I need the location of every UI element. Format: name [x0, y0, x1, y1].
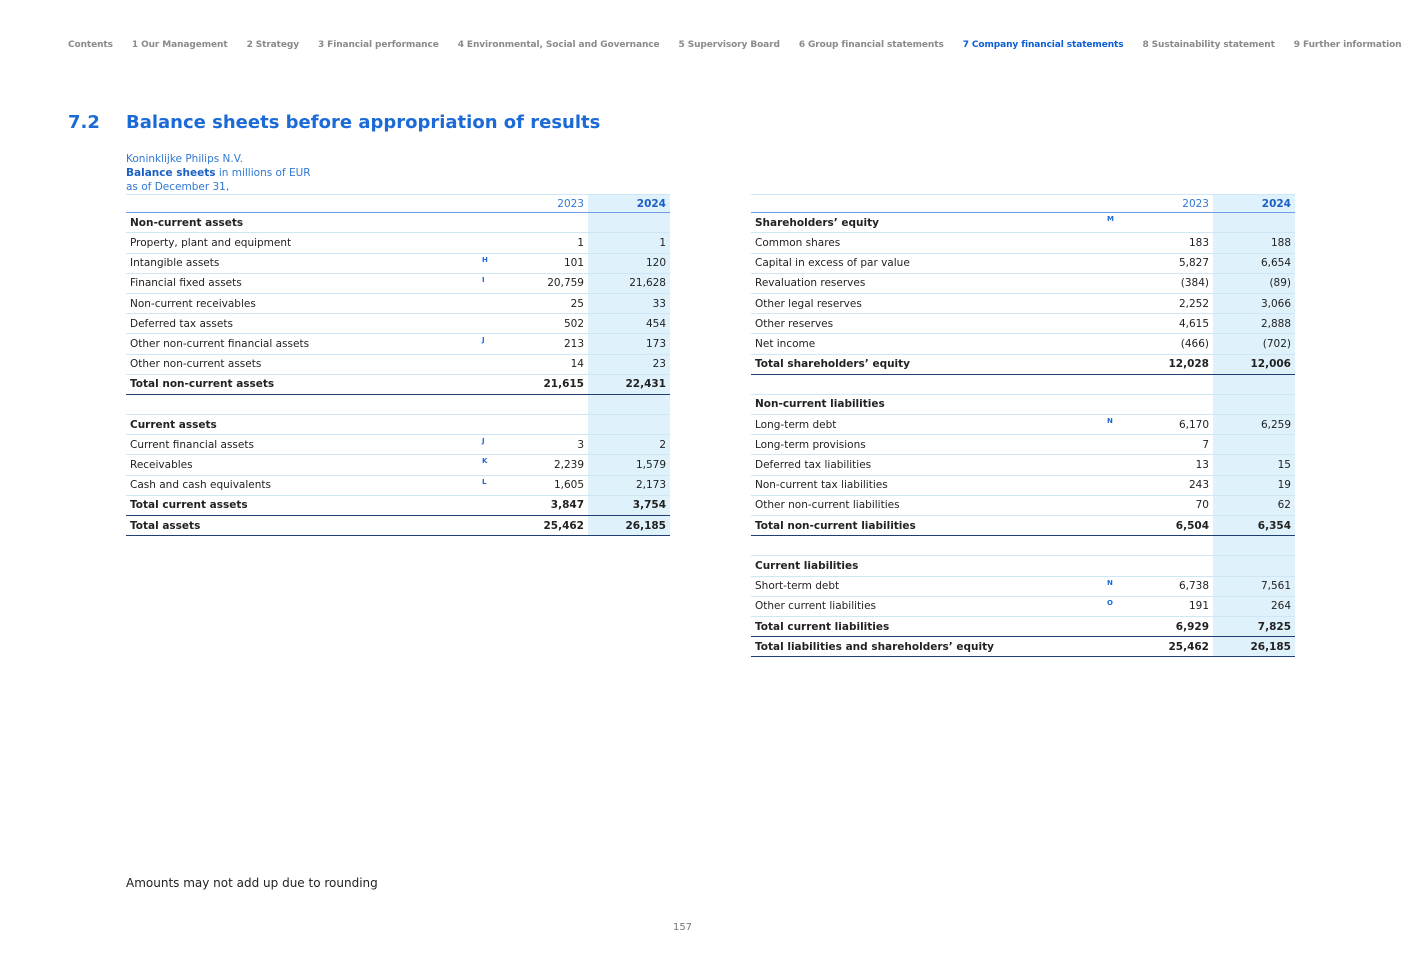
note-reference — [1103, 334, 1133, 354]
value-2024 — [1213, 435, 1295, 455]
note-reference — [478, 374, 508, 394]
table-row — [126, 273, 670, 293]
value-2023 — [508, 213, 588, 233]
value-2023: 183 — [1133, 233, 1213, 253]
liabilities-equity-table — [751, 194, 1295, 657]
value-2024 — [1213, 213, 1295, 233]
note-reference — [478, 213, 508, 233]
value-2024: (89) — [1213, 273, 1295, 293]
total-row — [751, 616, 1295, 636]
note-reference — [1103, 273, 1133, 293]
row-label: Net income — [751, 334, 1103, 354]
year-header-2023: 2023 — [508, 195, 588, 213]
note-reference — [478, 314, 508, 334]
row-label: Other non-current assets — [126, 354, 478, 374]
value-2023: (466) — [1133, 334, 1213, 354]
table-row — [751, 233, 1295, 253]
note-reference — [478, 516, 508, 536]
note-reference — [1103, 293, 1133, 313]
value-2024: 15 — [1213, 455, 1295, 475]
value-2024 — [1213, 536, 1295, 556]
total-row — [126, 374, 670, 394]
value-2023: 243 — [1133, 475, 1213, 495]
spacer-row — [751, 374, 1295, 394]
value-2023: 2,239 — [508, 455, 588, 475]
value-2023: 502 — [508, 314, 588, 334]
value-2024: 23 — [588, 354, 670, 374]
total-row — [751, 516, 1295, 536]
note-reference: J — [478, 334, 508, 354]
row-label: Total liabilities and shareholders’ equity — [751, 637, 1103, 657]
row-label: Financial fixed assets — [126, 273, 478, 293]
note-reference — [478, 354, 508, 374]
note-reference — [1103, 516, 1133, 536]
row-label: Revaluation reserves — [751, 273, 1103, 293]
note-reference — [1103, 455, 1133, 475]
value-2023: 6,738 — [1133, 576, 1213, 596]
note-reference — [1103, 233, 1133, 253]
row-label: Other non-current liabilities — [751, 495, 1103, 515]
row-label: Current assets — [126, 415, 478, 435]
value-2023 — [1133, 556, 1213, 576]
note-reference — [478, 293, 508, 313]
value-2024: 2,173 — [588, 475, 670, 495]
value-2024: 26,185 — [588, 516, 670, 536]
table-row — [126, 354, 670, 374]
note-reference — [1103, 536, 1133, 556]
row-label — [751, 536, 1103, 556]
value-2024 — [588, 415, 670, 435]
value-2023: 21,615 — [508, 374, 588, 394]
value-2024 — [1213, 556, 1295, 576]
table-row — [751, 415, 1295, 435]
value-2023 — [1133, 394, 1213, 414]
value-2023: 1 — [508, 233, 588, 253]
table-row — [126, 455, 670, 475]
value-2024: 3,066 — [1213, 293, 1295, 313]
section-title: Balance sheets before appropriation of results — [126, 112, 601, 133]
value-2023: (384) — [1133, 273, 1213, 293]
year-header-2023: 2023 — [1133, 195, 1213, 213]
table-row — [751, 253, 1295, 273]
total-row — [126, 495, 670, 515]
note-reference — [1103, 616, 1133, 636]
value-2024: 6,259 — [1213, 415, 1295, 435]
row-label: Non-current assets — [126, 213, 478, 233]
value-2024 — [588, 213, 670, 233]
note-reference: N — [1103, 415, 1133, 435]
note-reference — [1103, 374, 1133, 394]
year-header-2024: 2024 — [1213, 195, 1295, 213]
header-note-cell — [478, 195, 508, 213]
table-row — [751, 314, 1295, 334]
header-label-cell — [126, 195, 478, 213]
year-header-2024: 2024 — [588, 195, 670, 213]
assets-table — [126, 194, 670, 536]
value-2024: 120 — [588, 253, 670, 273]
row-label: Long-term debt — [751, 415, 1103, 435]
note-reference: H — [478, 253, 508, 273]
value-2024 — [588, 394, 670, 414]
value-2024: 173 — [588, 334, 670, 354]
header-note-cell — [1103, 195, 1133, 213]
nav-item[interactable]: 3 Financial performance — [317, 40, 439, 50]
value-2023: 25,462 — [1133, 637, 1213, 657]
row-label: Property, plant and equipment — [126, 233, 478, 253]
value-2023: 20,759 — [508, 273, 588, 293]
section-heading-row — [126, 213, 670, 233]
row-label: Other reserves — [751, 314, 1103, 334]
table-row — [751, 576, 1295, 596]
note-reference — [1103, 637, 1133, 657]
nav-item[interactable]: 5 Supervisory Board — [678, 40, 780, 50]
note-reference — [478, 394, 508, 414]
table-row — [751, 334, 1295, 354]
nav-item[interactable]: 6 Group financial statements — [798, 40, 944, 50]
value-2024 — [1213, 394, 1295, 414]
nav-item[interactable]: 9 Further information — [1293, 40, 1402, 50]
row-label: Total current liabilities — [751, 616, 1103, 636]
value-2023: 6,170 — [1133, 415, 1213, 435]
row-label: Current financial assets — [126, 435, 478, 455]
note-reference: N — [1103, 576, 1133, 596]
note-reference — [1103, 495, 1133, 515]
value-2024: 7,561 — [1213, 576, 1295, 596]
caption-date: as of December 31, — [126, 181, 230, 193]
section-heading-row — [751, 394, 1295, 414]
value-2023 — [1133, 213, 1213, 233]
value-2024: 6,654 — [1213, 253, 1295, 273]
row-label — [751, 374, 1103, 394]
nav-item[interactable]: 4 Environmental, Social and Governance — [457, 40, 660, 50]
note-reference — [1103, 435, 1133, 455]
table-row — [751, 273, 1295, 293]
row-label: Long-term provisions — [751, 435, 1103, 455]
value-2024: 62 — [1213, 495, 1295, 515]
value-2023: 6,504 — [1133, 516, 1213, 536]
note-reference — [478, 495, 508, 515]
value-2023: 213 — [508, 334, 588, 354]
table-row — [126, 293, 670, 313]
table-row — [126, 314, 670, 334]
value-2023: 70 — [1133, 495, 1213, 515]
note-reference: J — [478, 435, 508, 455]
value-2023: 1,605 — [508, 475, 588, 495]
value-2024: 21,628 — [588, 273, 670, 293]
nav-item[interactable]: 8 Sustainability statement — [1142, 40, 1275, 50]
value-2023: 101 — [508, 253, 588, 273]
table-header-row — [126, 195, 670, 213]
note-reference — [1103, 354, 1133, 374]
row-label: Current liabilities — [751, 556, 1103, 576]
note-reference — [1103, 314, 1133, 334]
row-label: Non-current tax liabilities — [751, 475, 1103, 495]
value-2024: 1 — [588, 233, 670, 253]
value-2023 — [1133, 536, 1213, 556]
spacer-row — [126, 394, 670, 414]
page-number: 157 — [672, 922, 693, 933]
value-2024: 12,006 — [1213, 354, 1295, 374]
table-header-row — [751, 195, 1295, 213]
row-label — [126, 394, 478, 414]
row-label: Deferred tax liabilities — [751, 455, 1103, 475]
value-2024: 6,354 — [1213, 516, 1295, 536]
table-row — [126, 334, 670, 354]
nav-item[interactable]: 1 Our Management — [131, 40, 228, 50]
row-label: Common shares — [751, 233, 1103, 253]
rounding-footnote: Amounts may not add up due to rounding — [126, 876, 378, 890]
table-row — [126, 435, 670, 455]
total-row — [751, 637, 1295, 657]
note-reference — [478, 415, 508, 435]
value-2024 — [1213, 374, 1295, 394]
section-heading-row — [126, 415, 670, 435]
company-name: Koninklijke Philips N.V. — [126, 153, 243, 165]
value-2023: 14 — [508, 354, 588, 374]
value-2023: 3 — [508, 435, 588, 455]
note-reference: K — [478, 455, 508, 475]
table-row — [751, 293, 1295, 313]
row-label: Non-current liabilities — [751, 394, 1103, 414]
value-2023: 191 — [1133, 596, 1213, 616]
value-2024: 33 — [588, 293, 670, 313]
spacer-row — [751, 536, 1295, 556]
total-row — [751, 354, 1295, 374]
value-2024: 2 — [588, 435, 670, 455]
nav-item[interactable]: Contents — [68, 40, 113, 50]
row-label: Total current assets — [126, 495, 478, 515]
value-2023: 25,462 — [508, 516, 588, 536]
caption-bold: Balance sheets — [126, 167, 216, 179]
value-2024: 264 — [1213, 596, 1295, 616]
value-2024: 22,431 — [588, 374, 670, 394]
table-row — [751, 455, 1295, 475]
value-2024: 2,888 — [1213, 314, 1295, 334]
table-row — [126, 233, 670, 253]
table-row — [126, 253, 670, 273]
value-2024: 454 — [588, 314, 670, 334]
value-2023: 3,847 — [508, 495, 588, 515]
note-reference — [478, 233, 508, 253]
row-label: Total assets — [126, 516, 478, 536]
top-navigation — [68, 40, 1420, 50]
section-heading-row — [751, 213, 1295, 233]
value-2024: 7,825 — [1213, 616, 1295, 636]
value-2023: 2,252 — [1133, 293, 1213, 313]
table-row — [751, 475, 1295, 495]
caption-units: in millions of EUR — [215, 167, 311, 179]
note-reference: O — [1103, 596, 1133, 616]
value-2024: 188 — [1213, 233, 1295, 253]
row-label: Short-term debt — [751, 576, 1103, 596]
row-label: Deferred tax assets — [126, 314, 478, 334]
note-reference: M — [1103, 213, 1133, 233]
note-reference — [1103, 556, 1133, 576]
note-reference — [1103, 253, 1133, 273]
value-2023: 5,827 — [1133, 253, 1213, 273]
note-reference: L — [478, 475, 508, 495]
value-2023 — [508, 394, 588, 414]
note-reference — [1103, 475, 1133, 495]
note-reference — [1103, 394, 1133, 414]
value-2024: 1,579 — [588, 455, 670, 475]
value-2024: 26,185 — [1213, 637, 1295, 657]
section-number: 7.2 — [68, 112, 100, 133]
row-label: Non-current receivables — [126, 293, 478, 313]
value-2023: 6,929 — [1133, 616, 1213, 636]
table-caption — [126, 152, 311, 194]
value-2024: 19 — [1213, 475, 1295, 495]
total-row — [126, 516, 670, 536]
table-row — [751, 596, 1295, 616]
value-2024: (702) — [1213, 334, 1295, 354]
row-label: Shareholders’ equity — [751, 213, 1103, 233]
value-2023: 4,615 — [1133, 314, 1213, 334]
value-2023: 12,028 — [1133, 354, 1213, 374]
section-heading-row — [751, 556, 1295, 576]
row-label: Intangible assets — [126, 253, 478, 273]
value-2023 — [1133, 374, 1213, 394]
value-2023 — [508, 415, 588, 435]
row-label: Other legal reserves — [751, 293, 1103, 313]
header-label-cell — [751, 195, 1103, 213]
table-row — [751, 435, 1295, 455]
row-label: Total non-current liabilities — [751, 516, 1103, 536]
value-2023: 7 — [1133, 435, 1213, 455]
row-label: Total shareholders’ equity — [751, 354, 1103, 374]
row-label: Capital in excess of par value — [751, 253, 1103, 273]
note-reference: I — [478, 273, 508, 293]
row-label: Total non-current assets — [126, 374, 478, 394]
row-label: Other current liabilities — [751, 596, 1103, 616]
row-label: Receivables — [126, 455, 478, 475]
nav-item[interactable]: 2 Strategy — [246, 40, 299, 50]
row-label: Other non-current financial assets — [126, 334, 478, 354]
value-2023: 25 — [508, 293, 588, 313]
nav-item[interactable]: 7 Company financial statements — [962, 40, 1124, 50]
row-label: Cash and cash equivalents — [126, 475, 478, 495]
table-row — [126, 475, 670, 495]
table-row — [751, 495, 1295, 515]
value-2024: 3,754 — [588, 495, 670, 515]
value-2023: 13 — [1133, 455, 1213, 475]
